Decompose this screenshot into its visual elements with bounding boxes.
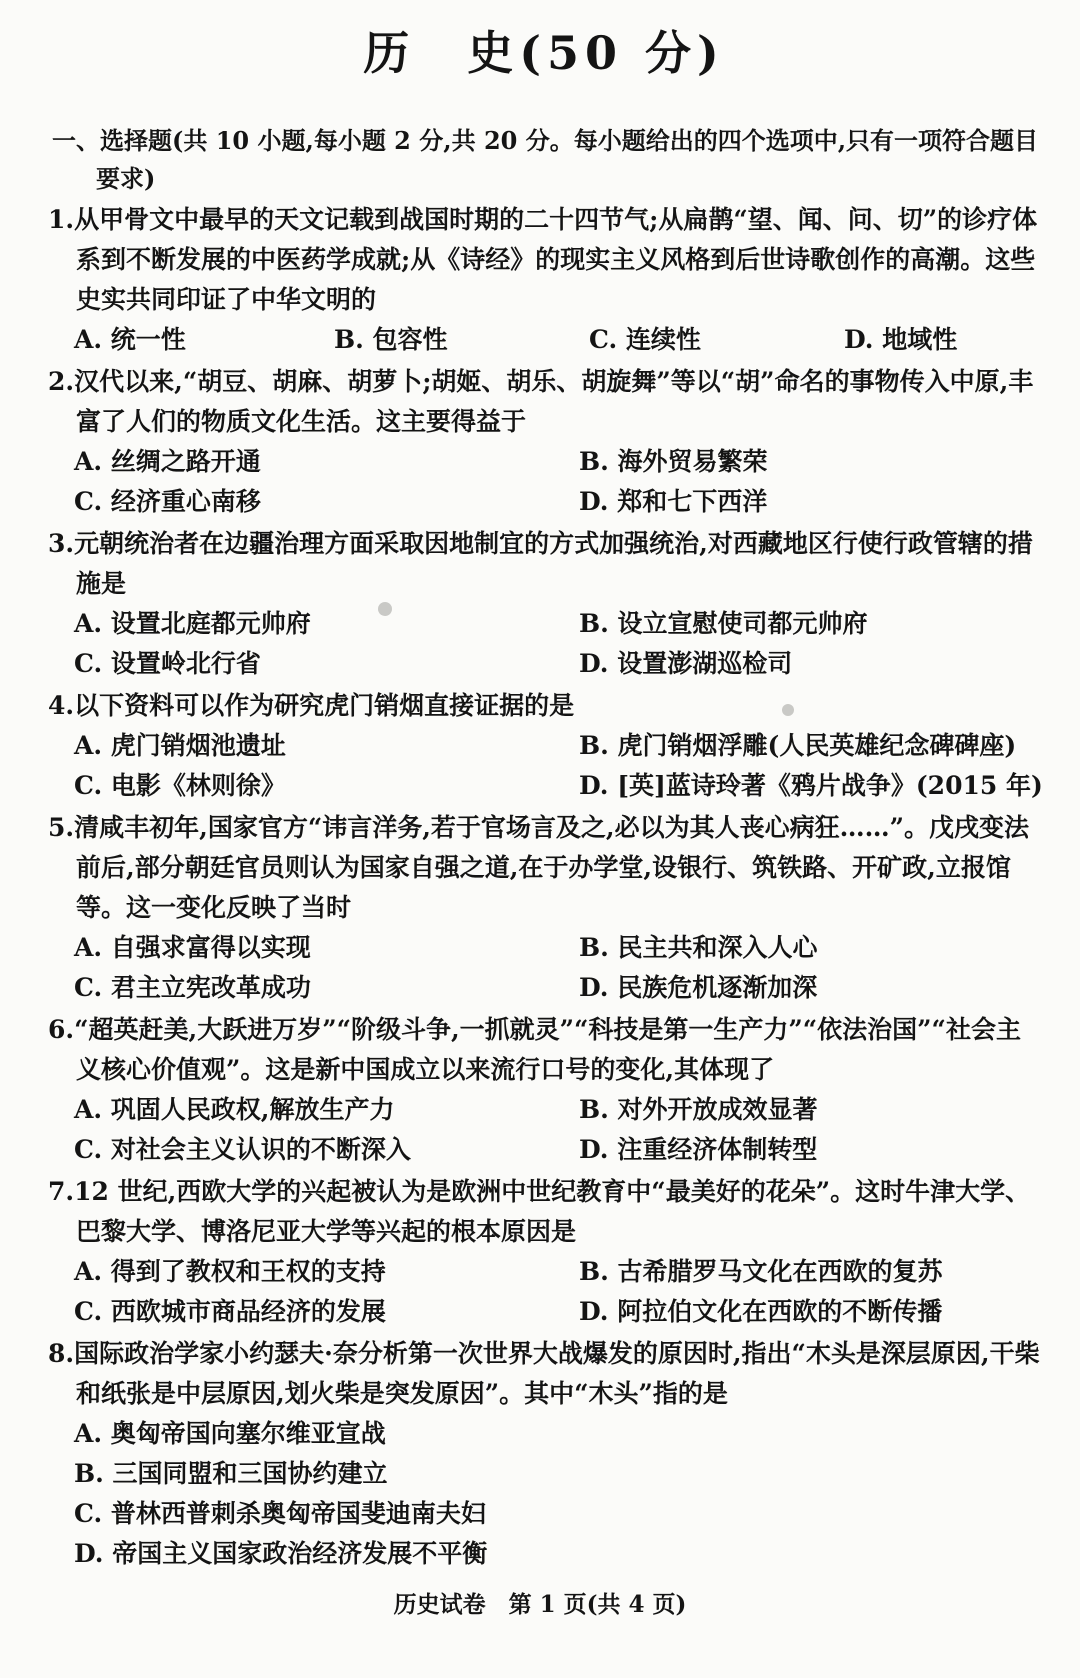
- option-c: C. 电影《林则徐》: [74, 771, 286, 800]
- section-heading-line2: 要求): [96, 164, 156, 193]
- question-4: [48, 686, 1043, 806]
- question-number: 3.: [48, 529, 75, 558]
- option-d: D. 设置澎湖巡检司: [579, 649, 793, 678]
- option-a: A. 虎门销烟池遗址: [74, 731, 286, 760]
- options: [48, 726, 1043, 806]
- options: [48, 1090, 1040, 1170]
- options: [48, 928, 1040, 1008]
- question-text: 清咸丰初年,国家官方“讳言洋务,若于官场言及之,必以为其人丧心病狂……”。戊戌变法前后,部分朝廷官员则认为国家自强之道,在于办学堂,设银行、筑铁路、开矿政,立报馆等。这一变化反映了当时: [74, 813, 1029, 922]
- question-7: [48, 1172, 1040, 1332]
- question-text: 国际政治学家小约瑟夫·奈分析第一次世界大战爆发的原因时,指出“木头是深层原因,干柴和纸张是中层原因,划火柴是突发原因”。其中“木头”指的是: [74, 1339, 1040, 1408]
- question-number: 7.: [48, 1177, 75, 1206]
- options: [48, 1252, 1040, 1332]
- option-b: B. 三国同盟和三国协约建立: [74, 1459, 388, 1488]
- option-a: A. 设置北庭都元帅府: [74, 609, 311, 638]
- option-b: B. 对外开放成效显著: [579, 1095, 818, 1124]
- option-b: B. 民主共和深入人心: [579, 933, 818, 962]
- option-b: B. 虎门销烟浮雕(人民英雄纪念碑碑座): [579, 731, 1017, 760]
- option-a: A. 得到了教权和王权的支持: [74, 1257, 386, 1286]
- option-d: D. 民族危机逐渐加深: [579, 973, 818, 1002]
- option-c: C. 西欧城市商品经济的发展: [74, 1297, 386, 1326]
- option-a: A. 统一性: [74, 325, 186, 354]
- option-b: B. 包容性: [334, 325, 448, 354]
- page-title: 历 史(50 分): [363, 26, 725, 80]
- option-c: C. 连续性: [589, 325, 701, 354]
- option-d: D. [英]蓝诗玲著《鸦片战争》(2015 年): [579, 771, 1043, 800]
- question-number: 2.: [48, 367, 75, 396]
- question-1: [48, 200, 1040, 360]
- option-d: D. 郑和七下西洋: [579, 487, 768, 516]
- option-b: B. 古希腊罗马文化在西欧的复苏: [579, 1257, 943, 1286]
- option-b: B. 设立宣慰使司都元帅府: [579, 609, 868, 638]
- option-a: A. 丝绸之路开通: [74, 447, 261, 476]
- question-stem: [48, 362, 1040, 442]
- question-number: 5.: [48, 813, 75, 842]
- option-a: A. 自强求富得以实现: [74, 933, 311, 962]
- option-a: A. 奥匈帝国向塞尔维亚宣战: [74, 1419, 386, 1448]
- question-6: [48, 1010, 1040, 1170]
- question-2: [48, 362, 1040, 522]
- question-number: 6.: [48, 1015, 75, 1044]
- scan-speck: [378, 602, 392, 616]
- scan-speck: [782, 704, 794, 716]
- question-5: [48, 808, 1040, 1008]
- page-footer: 历史试卷 第 1 页(共 4 页): [393, 1591, 687, 1618]
- question-number: 8.: [48, 1339, 75, 1368]
- question-text: 汉代以来,“胡豆、胡麻、胡萝卜;胡姬、胡乐、胡旋舞”等以“胡”命名的事物传入中原,丰富了人们的物质文化生活。这主要得益于: [74, 367, 1034, 436]
- option-c: C. 经济重心南移: [74, 487, 261, 516]
- question-stem: [48, 524, 1040, 604]
- options: [48, 1414, 1040, 1574]
- question-number: 1.: [48, 205, 75, 234]
- option-c: C. 普林西普刺杀奥匈帝国斐迪南夫妇: [74, 1499, 486, 1528]
- option-d: D. 注重经济体制转型: [579, 1135, 818, 1164]
- question-text: 元朝统治者在边疆治理方面采取因地制宜的方式加强统治,对西藏地区行使行政管辖的措施是: [74, 529, 1033, 598]
- option-b: B. 海外贸易繁荣: [579, 447, 768, 476]
- option-d: D. 阿拉伯文化在西欧的不断传播: [579, 1297, 943, 1326]
- question-text: 以下资料可以作为研究虎门销烟直接证据的是: [74, 691, 575, 720]
- option-c: C. 对社会主义认识的不断深入: [74, 1135, 411, 1164]
- question-text: 从甲骨文中最早的天文记载到战国时期的二十四节气;从扁鹊“望、闻、问、切”的诊疗体系到不断发展的中医药学成就;从《诗经》的现实主义风格到后世诗歌创作的高潮。这些史实共同印证了中华文明的: [74, 205, 1038, 314]
- option-c: C. 君主立宪改革成功: [74, 973, 311, 1002]
- question-stem: [48, 1334, 1040, 1414]
- option-a: A. 巩固人民政权,解放生产力: [74, 1095, 395, 1124]
- section-heading: [52, 122, 1040, 198]
- question-number: 4.: [48, 691, 75, 720]
- question-stem: [48, 808, 1040, 928]
- question-text: 12 世纪,西欧大学的兴起被认为是欧洲中世纪教育中“最美好的花朵”。这时牛津大学、巴黎大学、博洛尼亚大学等兴起的根本原因是: [74, 1177, 1031, 1246]
- question-stem: [48, 200, 1040, 320]
- option-c: C. 设置岭北行省: [74, 649, 261, 678]
- question-text: “超英赶美,大跃进万岁”“阶级斗争,一抓就灵”“科技是第一生产力”“依法治国”“社会主义核心价值观”。这是新中国成立以来流行口号的变化,其体现了: [74, 1015, 1021, 1084]
- question-8: [48, 1334, 1040, 1574]
- section-heading-line1: 一、选择题(共 10 小题,每小题 2 分,共 20 分。每小题给出的四个选项中,只有一项符合题目: [52, 126, 1039, 155]
- question-stem: [48, 1172, 1040, 1252]
- option-d: D. 帝国主义国家政治经济发展不平衡: [74, 1539, 488, 1568]
- option-d: D. 地域性: [844, 325, 958, 354]
- options: [48, 320, 1040, 360]
- options: [48, 604, 1040, 684]
- question-stem: [48, 1010, 1040, 1090]
- question-stem: [48, 686, 1040, 726]
- options: [48, 442, 1040, 522]
- question-3: [48, 524, 1040, 684]
